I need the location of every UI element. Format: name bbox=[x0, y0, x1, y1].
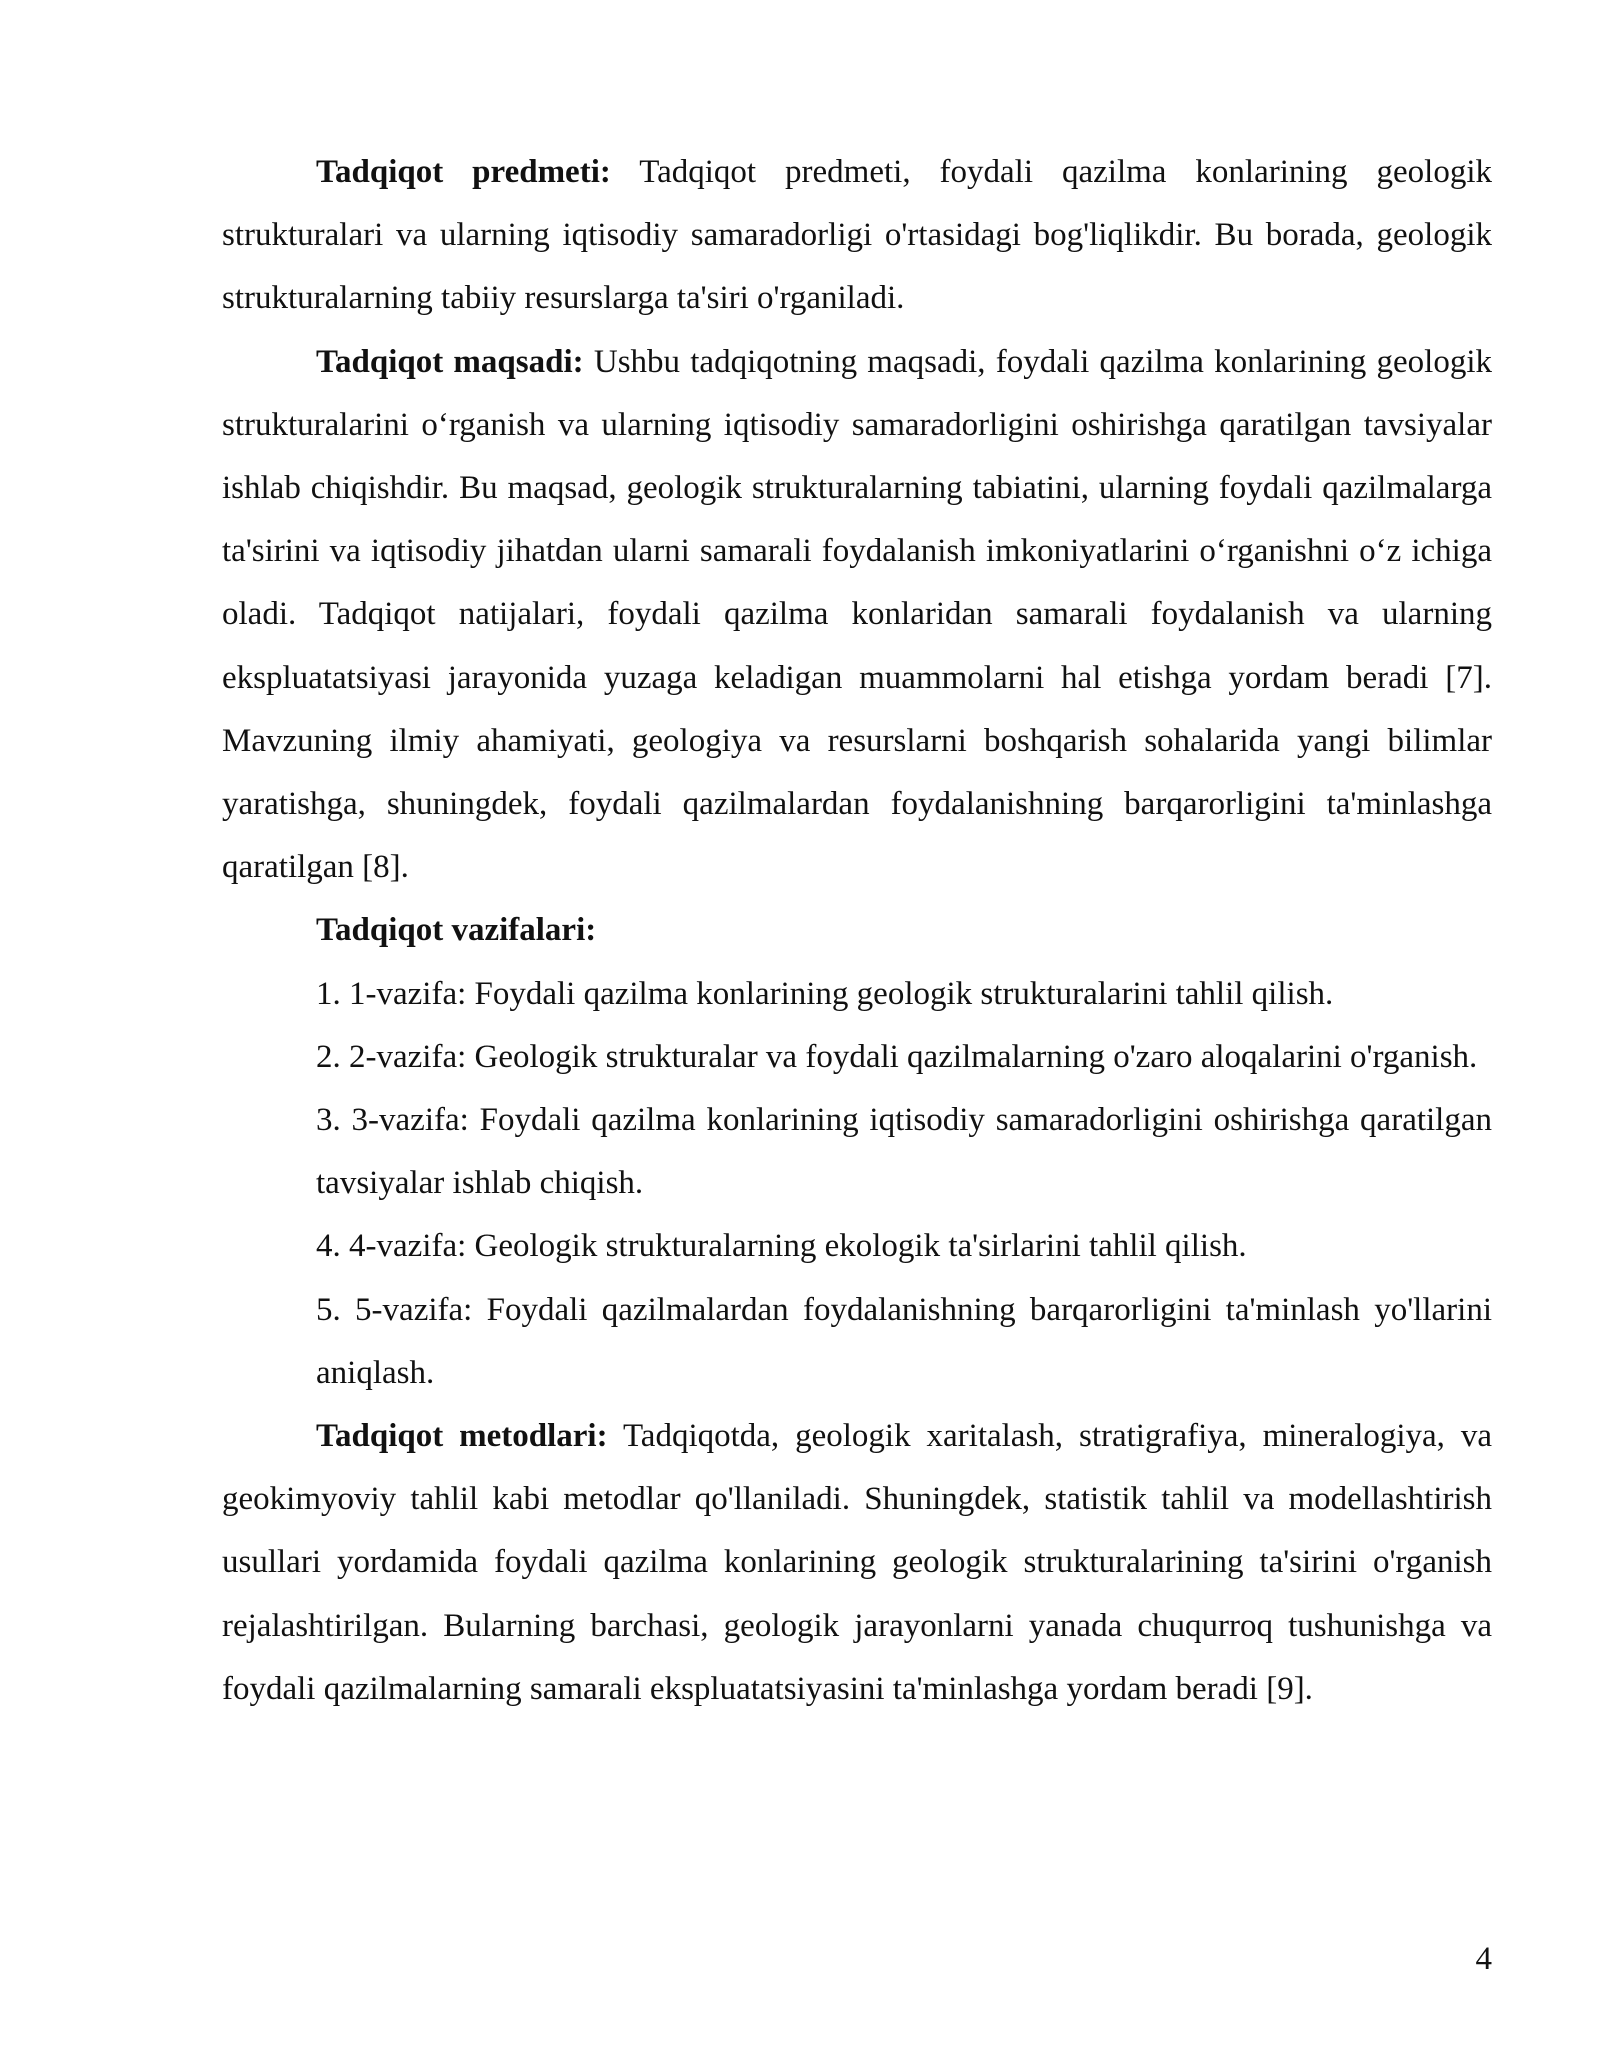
document-body bbox=[222, 141, 1492, 1721]
heading-vazifalari bbox=[222, 899, 1492, 962]
term-metodlari: Tadqiqot metodlari: bbox=[316, 1418, 608, 1455]
paragraph-metodlari bbox=[222, 1405, 1492, 1721]
text-maqsadi: Ushbu tadqiqotning maqsadi, foydali qazilma konlarining geologik strukturalarini o‘rganish va ularning iqtisodiy samaradorligini oshirishga qaratilgan tavsiyalar ishlab chiqishdir. Bu maqsad, geologik strukturalarning tabiatini, ularning foydali qazilmalarga ta'sirini va iqtisodiy jihatdan ularni samarali foydalanish imkoniyatlarini o‘rganishni o‘z ichiga oladi. Tadqiqot natijalari, foydali qazilma konlaridan samarali foydalanish va ularning ekspluatatsiyasi jarayonida yuzaga keladigan muammolarni hal etishga yordam beradi [7]. Mavzuning ilmiy ahamiyati, geologiya va resurslarni boshqarish sohalarida yangi bilimlar yaratishga, shuningdek, foydali qazilmalardan foydalanishning barqarorligini ta'minlashga qaratilgan [8]. bbox=[222, 343, 1492, 886]
task-item-1: 1. 1-vazifa: Foydali qazilma konlarining geologik strukturalarini tahlil qilish. bbox=[316, 975, 1334, 1012]
term-vazifalari: Tadqiqot vazifalari: bbox=[316, 912, 597, 949]
task-item-5: 5. 5-vazifa: Foydali qazilmalardan foydalanishning barqarorligini ta'minlash yo'llarini aniqlash. bbox=[316, 1291, 1492, 1391]
term-maqsadi: Tadqiqot maqsadi: bbox=[316, 343, 584, 380]
text-metodlari: Tadqiqotda, geologik xaritalash, stratigrafiya, mineralogiya, va geokimyoviy tahlil kabi metodlar qo'llaniladi. Shuningdek, statistik tahlil va modellashtirish usullari yordamida foydali qazilma konlarining geologik strukturalarining ta'sirini o'rganish rejalashtirilgan. Bularning barchasi, geologik jarayonlarni yanada chuqurroq tushunishga va foydali qazilmalarning samarali ekspluatatsiyasini ta'minlashga yordam beradi [9]. bbox=[222, 1418, 1493, 1707]
term-predmeti: Tadqiqot predmeti: bbox=[316, 154, 611, 190]
paragraph-maqsadi bbox=[222, 331, 1492, 900]
paragraph-predmeti bbox=[222, 141, 1492, 331]
task-item-3: 3. 3-vazifa: Foydali qazilma konlarining iqtisodiy samaradorligini oshirishga qaratilgan tavsiyalar ishlab chiqish. bbox=[316, 1102, 1492, 1202]
task-item-4: 4. 4-vazifa: Geologik strukturalarning ekologik ta'sirlarini tahlil qilish. bbox=[316, 1228, 1247, 1265]
text-predmeti: Tadqiqot predmeti, foydali qazilma konlarining geologik strukturalari va ularning iqtisodiy samaradorligi o'rtasidagi bog'liqlikdir. Bu borada, geologik strukturalarning tabiiy resurslarga ta'siri o'rganiladi. bbox=[222, 154, 1492, 317]
task-item-2: 2. 2-vazifa: Geologik strukturalar va foydali qazilmalarning o'zaro aloqalarini o'rganish. bbox=[316, 1038, 1478, 1075]
page-number: 4 bbox=[1475, 1941, 1492, 1977]
